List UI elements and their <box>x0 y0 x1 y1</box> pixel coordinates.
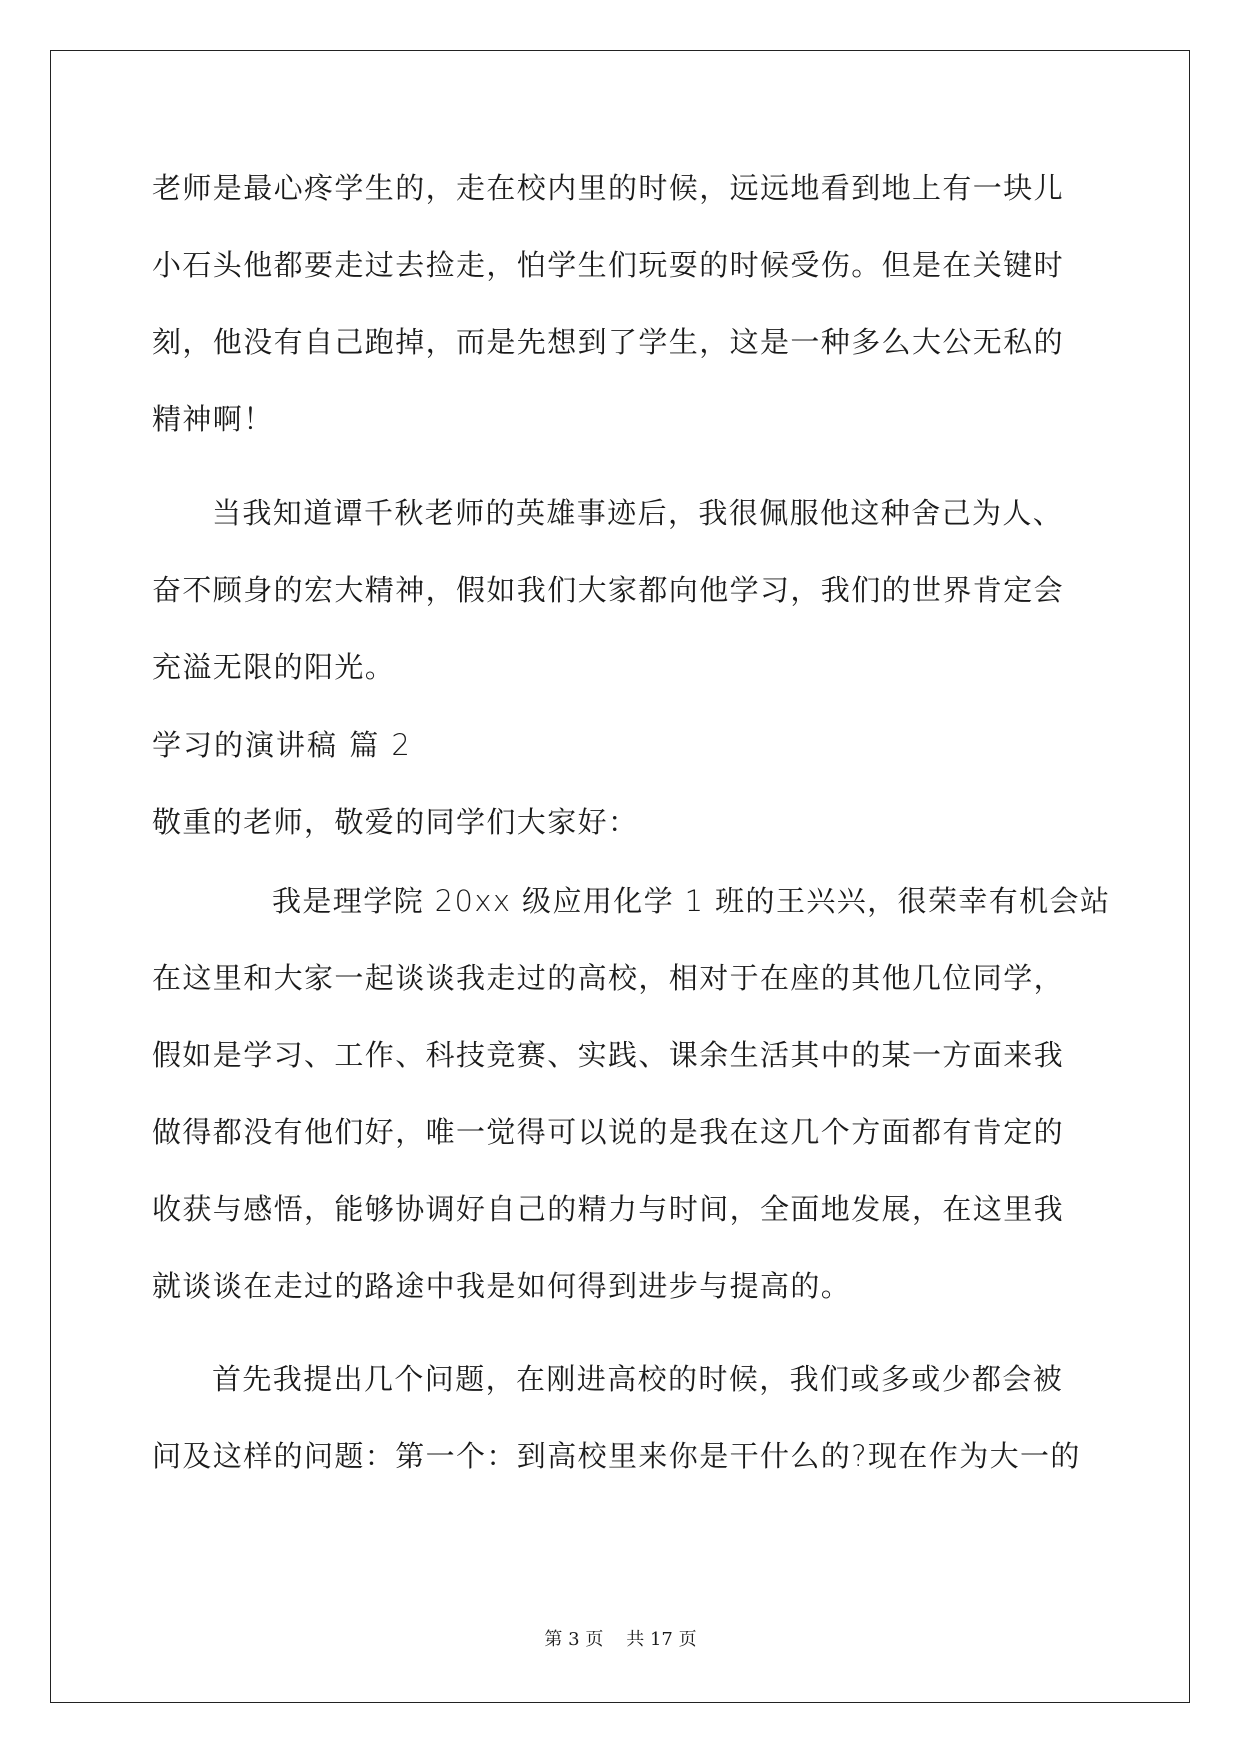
paragraph-line: 我是理学院 20xx 级应用化学 1 班的王兴兴，很荣幸有机会站 <box>272 884 1111 918</box>
paragraph-line: 首先我提出几个问题，在刚进高校的时候，我们或多或少都会被 <box>212 1362 1064 1396</box>
paragraph-line: 就谈谈在走过的路途中我是如何得到进步与提高的。 <box>152 1269 852 1303</box>
paragraph-line: 问及这样的问题：第一个：到高校里来你是干什么的?现在作为大一的 <box>152 1439 1081 1473</box>
paragraph-line: 充溢无限的阳光。 <box>152 650 396 684</box>
paragraph-line: 收获与感悟，能够协调好自己的精力与时间，全面地发展，在这里我 <box>152 1192 1065 1226</box>
paragraph-line: 老师是最心疼学生的，走在校内里的时候，远远地看到地上有一块儿 <box>152 171 1065 205</box>
paragraph-line: 小石头他都要走过去捡走，怕学生们玩耍的时候受伤。但是在关键时 <box>152 248 1065 282</box>
paragraph-line: 刻，他没有自己跑掉，而是先想到了学生，这是一种多么大公无私的 <box>152 325 1065 359</box>
page-total: 共 17 页 <box>626 1629 697 1650</box>
greeting-line: 敬重的老师，敬爱的同学们大家好： <box>152 805 639 839</box>
page-footer <box>0 1628 1241 1652</box>
paragraph-line: 在这里和大家一起谈谈我走过的高校，相对于在座的其他几位同学， <box>152 961 1065 995</box>
paragraph-line: 假如是学习、工作、科技竞赛、实践、课余生活其中的某一方面来我 <box>152 1038 1065 1072</box>
section-heading: 学习的演讲稿 篇 2 <box>152 728 412 762</box>
paragraph-line: 精神啊！ <box>152 402 274 436</box>
paragraph-line: 奋不顾身的宏大精神，假如我们大家都向他学习，我们的世界肯定会 <box>152 573 1065 607</box>
paragraph-line: 当我知道谭千秋老师的英雄事迹后，我很佩服他这种舍己为人、 <box>212 496 1064 530</box>
paragraph-line: 做得都没有他们好，唯一觉得可以说的是我在这几个方面都有肯定的 <box>152 1115 1065 1149</box>
page-number: 第 3 页 <box>544 1629 604 1650</box>
